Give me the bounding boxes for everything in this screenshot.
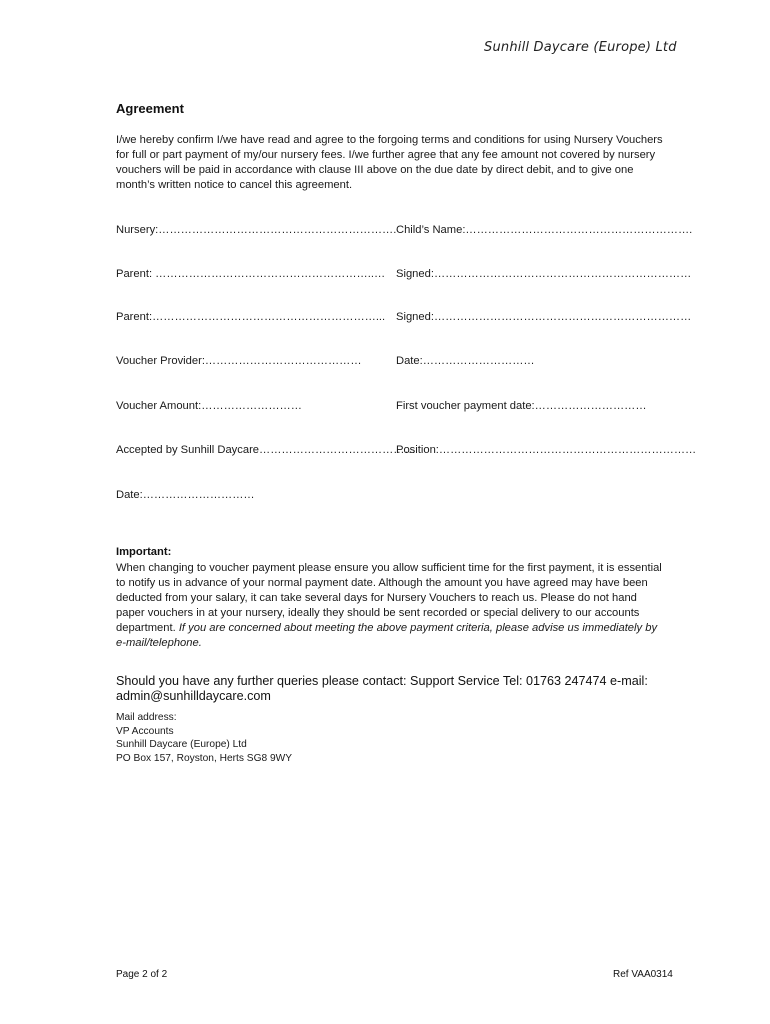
signed-field-1[interactable]: Signed:…………………………………………………………… [396,268,692,280]
mail-address-block [116,711,292,765]
signed-field-2[interactable]: Signed:…………………………………………………………… [396,311,692,323]
childs-name-field[interactable]: Child’s Name:……………………………………………………. [396,224,693,236]
mail-address-line: PO Box 157, Royston, Herts SG8 9WY [116,752,293,764]
parent-field-1[interactable]: Parent: …………………………………………………..… [116,268,386,280]
contact-info: Should you have any further queries please contact: Support Service Tel: 01763 247474 e-mail: admin@sunhilldaycare.com [116,674,648,703]
parent-field-2[interactable]: Parent:……………………………………………………... [116,311,386,323]
date-field-1[interactable]: Date:………………………… [396,355,535,367]
company-name: Sunhill Daycare (Europe) Ltd [484,40,677,55]
first-payment-date-field[interactable]: First voucher payment date:………………………… [396,400,647,412]
important-italic: If you are concerned about meeting the above payment criteria, please advise us immediately by e-mail/telephone. [116,622,658,649]
mail-address-label: Mail address: [116,712,177,723]
nursery-field[interactable]: Nursery:………………………………………………………. [116,224,397,236]
accepted-by-field[interactable]: Accepted by Sunhill Daycare…………………………………… [116,444,416,456]
reference-number: Ref VAA0314 [613,969,673,980]
date-field-2[interactable]: Date:………………………… [116,489,255,501]
mail-address-line: VP Accounts [116,725,174,737]
important-body: When changing to voucher payment please ensure you allow sufficient time for the first payment, it is essential to notify us in advance of your normal payment date. Although the amount you have agreed may have been deducted from your salary, it can take several days for Nursery Vouchers to reach us. Please do not hand paper vouchers in at your nursery, ideally they should be sent recorded or special delivery to our accounts department. [116,562,662,634]
position-field[interactable]: Position:…………………………………………………………… [396,444,697,456]
agreement-paragraph: I/we hereby confirm I/we have read and agree to the forgoing terms and conditions for using Nursery Vouchers for full or part payment of my/our nursery fees. I/we further agree that any fee amount not covered by nursery vouchers will be paid in accordance with clause III above on the due date by direct debit, and to give one month’s written notice to cancel this agreement. [116,134,663,191]
important-paragraph [116,561,664,651]
page-number: Page 2 of 2 [116,969,168,980]
voucher-amount-field[interactable]: Voucher Amount:……………………… [116,400,302,412]
agreement-heading: Agreement [116,101,184,116]
mail-address-line: Sunhill Daycare (Europe) Ltd [116,739,247,750]
important-heading: Important: [116,546,172,558]
voucher-provider-field[interactable]: Voucher Provider:…………………………………… [116,355,362,367]
